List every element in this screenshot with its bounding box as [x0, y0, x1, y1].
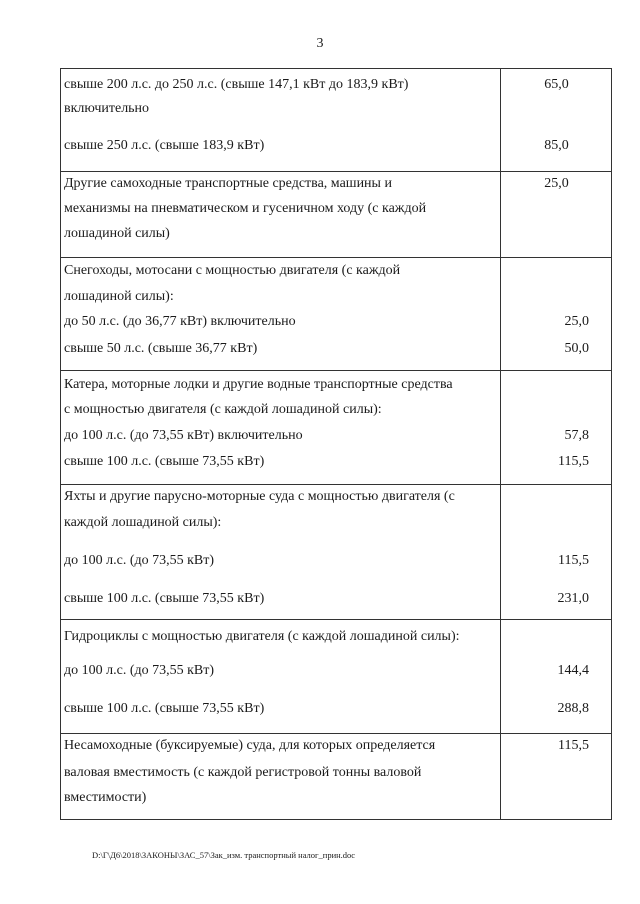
row-divider	[60, 370, 612, 371]
row-text: Снегоходы, мотосани с мощностью двигателя (с каждой	[64, 263, 401, 278]
row-text: лошадиной силы):	[64, 289, 174, 304]
row-text: лошадиной силы)	[64, 226, 170, 241]
row-text: до 100 л.с. (до 73,55 кВт)	[64, 663, 215, 678]
rate-value: 25,0	[544, 176, 569, 191]
row-text: Несамоходные (буксируемые) суда, для которых определяется	[64, 738, 436, 753]
row-divider	[60, 257, 612, 258]
row-text: до 50 л.с. (до 36,77 кВт) включительно	[64, 314, 296, 329]
row-text: Катера, моторные лодки и другие водные транспортные средства	[64, 377, 453, 392]
row-text: до 100 л.с. (до 73,55 кВт) включительно	[64, 428, 303, 443]
row-text: свыше 100 л.с. (свыше 73,55 кВт)	[64, 454, 265, 469]
rate-value: 115,5	[558, 738, 589, 753]
row-text: вместимости)	[64, 790, 147, 805]
page-number: 3	[316, 36, 324, 51]
row-text: Другие самоходные транспортные средства, машины и	[64, 176, 392, 191]
row-text: включительно	[64, 101, 150, 116]
rate-value: 65,0	[544, 77, 569, 92]
row-text: Гидроциклы с мощностью двигателя (с каждой лошадиной силы):	[64, 629, 460, 644]
row-divider	[60, 619, 612, 620]
rate-value: 85,0	[544, 138, 569, 153]
row-text: свыше 100 л.с. (свыше 73,55 кВт)	[64, 591, 265, 606]
row-divider	[60, 484, 612, 485]
row-text: свыше 50 л.с. (свыше 36,77 кВт)	[64, 341, 258, 356]
row-text: каждой лошадиной силы):	[64, 515, 222, 530]
rate-value: 50,0	[564, 341, 589, 356]
rate-value: 144,4	[557, 663, 589, 678]
row-text: свыше 200 л.с. до 250 л.с. (свыше 147,1 кВт до 183,9 кВт)	[64, 77, 409, 92]
row-text: Яхты и другие парусно-моторные суда с мощностью двигателя (с	[64, 489, 455, 504]
row-text: с мощностью двигателя (с каждой лошадиной силы):	[64, 402, 382, 417]
row-divider	[60, 733, 612, 734]
rate-value: 57,8	[564, 428, 589, 443]
row-text: свыше 250 л.с. (свыше 183,9 кВт)	[64, 138, 265, 153]
row-text: до 100 л.с. (до 73,55 кВт)	[64, 553, 215, 568]
rate-value: 115,5	[558, 553, 589, 568]
rate-value: 115,5	[558, 454, 589, 469]
row-text: валовая вместимость (с каждой регистровой тонны валовой	[64, 765, 422, 780]
row-text: механизмы на пневматическом и гусеничном ходу (с каждой	[64, 201, 427, 216]
row-divider	[60, 171, 612, 172]
rate-value: 288,8	[557, 701, 589, 716]
rate-value: 25,0	[564, 314, 589, 329]
row-text: свыше 100 л.с. (свыше 73,55 кВт)	[64, 701, 265, 716]
footer-file-path: D:\Г\Д6\2018\ЗАКОНЫ\ЗАС_57\Зак_изм. транспортный налог_прин.doc	[92, 850, 356, 860]
rate-value: 231,0	[557, 591, 589, 606]
